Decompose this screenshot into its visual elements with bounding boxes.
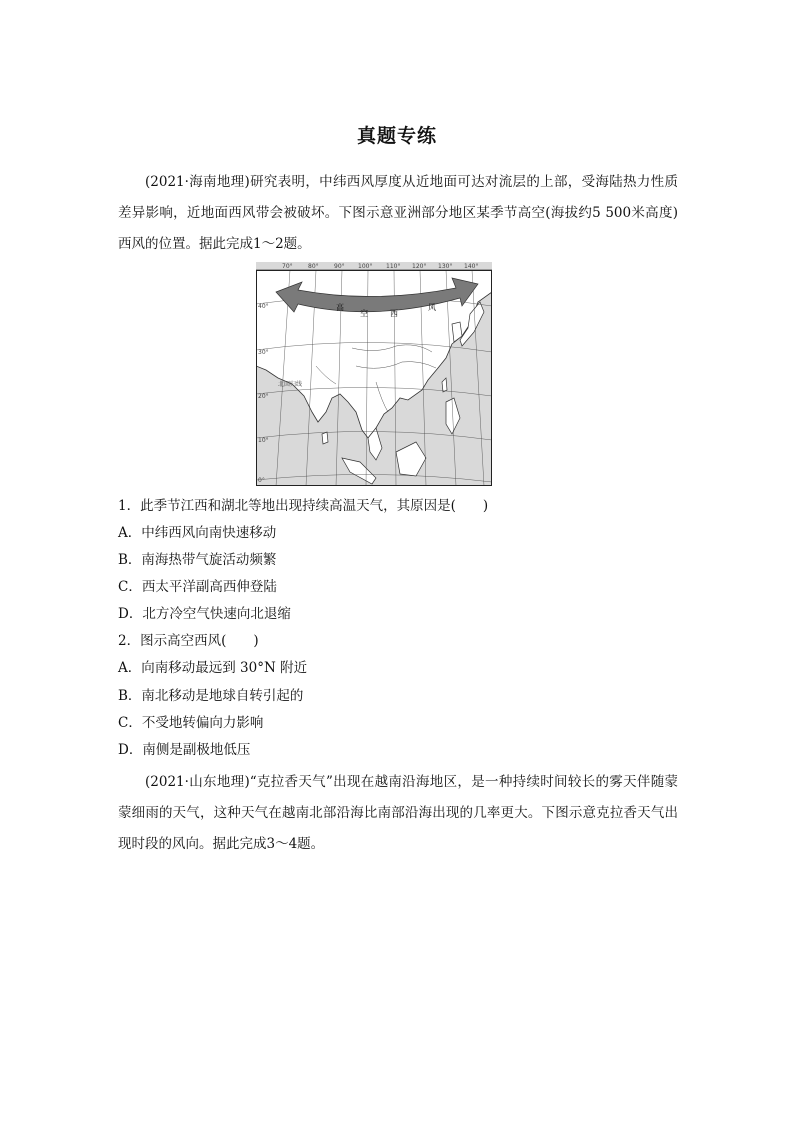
question-2-option-d: D．南侧是副极地低压	[118, 742, 251, 758]
lon-label: 120°	[412, 263, 427, 270]
lon-label: 130°	[438, 263, 453, 270]
intro-paragraph-2: (2021·山东地理)“克拉香天气”出现在越南沿海地区，是一种持续时间较长的雾天伴随蒙蒙细雨的天气，这种天气在越南北部沿海比南部沿海出现的几率更大。下图示意克拉香天气出现时段的风向。据此完成3～4题。	[118, 774, 678, 852]
wind-char: 高	[336, 303, 344, 312]
question-1-option-d: D．北方冷空气快速向北退缩	[118, 606, 291, 622]
map-figure	[256, 262, 492, 486]
lon-label: 80°	[308, 263, 319, 270]
lon-label: 70°	[282, 263, 293, 270]
wind-char: 空	[360, 309, 368, 318]
lon-label: 90°	[334, 263, 345, 270]
intro-paragraph-1: (2021·海南地理)研究表明，中纬西风厚度从近地面可达对流层的上部，受海陆热力性质差异影响，近地面西风带会被破坏。下图示意亚洲部分地区某季节高空(海拔约5 500米高度)西风的位置。据此完成1～2题。	[118, 174, 678, 252]
page-title: 真题专练	[356, 125, 437, 147]
question-1-stem: 1．此季节江西和湖北等地出现持续高温天气，其原因是( )	[118, 498, 489, 514]
tropic-label: 北回归线	[278, 381, 303, 388]
wind-char: 西	[390, 309, 398, 318]
lat-label: 40°	[258, 303, 269, 310]
wind-char: 风	[428, 303, 436, 312]
question-1-option-b: B．南海热带气旋活动频繁	[118, 552, 277, 568]
question-1-option-a: A．中纬西风向南快速移动	[118, 525, 277, 541]
lat-label: 30°	[258, 349, 269, 356]
question-2-option-b: B．南北移动是地球自转引起的	[118, 688, 304, 704]
lon-label: 110°	[386, 263, 401, 270]
question-2-option-c: C．不受地转偏向力影响	[118, 715, 264, 731]
lat-label: 20°	[258, 393, 269, 400]
lat-label: 10°	[258, 437, 269, 444]
lon-label: 100°	[358, 263, 373, 270]
question-1-option-c: C．西太平洋副高西伸登陆	[118, 579, 277, 595]
lat-label: 0°	[258, 477, 265, 484]
asia-westerlies-map	[256, 262, 492, 486]
question-2-option-a: A．向南移动最远到 30°N 附近	[118, 660, 308, 676]
map-srilanka	[322, 432, 328, 444]
lon-label: 140°	[464, 263, 479, 270]
question-2-stem: 2．图示高空西风( )	[118, 633, 259, 649]
